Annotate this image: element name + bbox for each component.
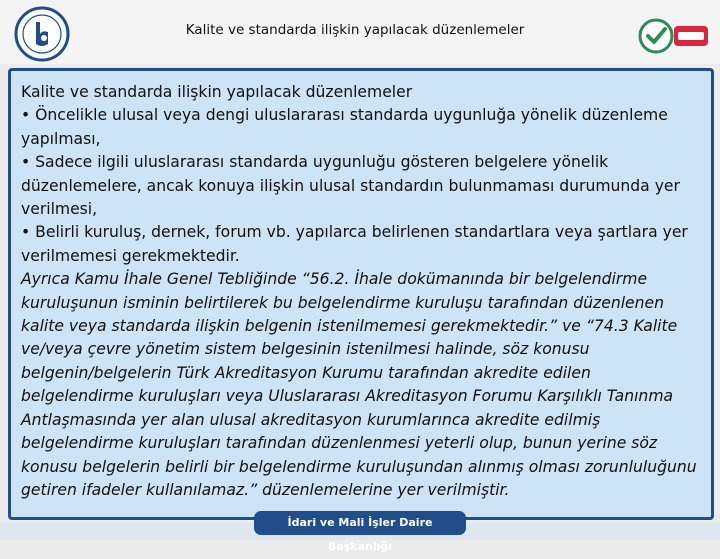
bullet-item: • Belirli kuruluş, dernek, forum vb. yapılarca belirlenen standartlara veya şartlara yer verilmemesi gerekmektedir.: [21, 223, 688, 265]
covid-19-badge-icon: [638, 16, 712, 56]
content-text: [21, 81, 701, 502]
university-emblem-icon: [14, 6, 70, 62]
content-title: Kalite ve standarda ilişkin yapılacak düzenlemeler: [21, 83, 413, 101]
footer-label: İdari ve Mali İşler Daire Başkanlığı: [254, 511, 466, 535]
bullet-item: • Öncelikle ulusal veya dengi uluslararası standarda uygunluğa yönelik düzenleme yapılması,: [21, 106, 668, 148]
italic-paragraph: Ayrıca Kamu İhale Genel Tebliğinde “56.2. İhale dokümanında bir belgelendirme kuruluşunun isminin belirtilerek bu belgelendirme kuruluşu tarafından düzenlenen kalite veya standarda ilişkin belgenin istenilmemesi gerekmektedir.” ve “74.3 Kalite ve/veya çevre yönetim sistem belgesinin istenilmesi halinde, söz konusu belgenin/belgelerin Türk Akreditasyon Kurumu tarafından akredite edilen belgelendirme kuruluşları veya Uluslararası Akreditasyon Forumu Karşılıklı Tanınma Antlaşmasında yer alan ulusal akreditasyon kurumlarınca akredite edilmiş belgelendirme kuruluşları tarafından düzenlenmesi yeterli olup, bunun yerine söz konusu belgelerin belirli bir belgelendirme kuruluşundan alınmış olması zorunluluğunu getiren ifadeler kullanılamaz.” düzenlemelerine yer verilmiştir.: [21, 270, 697, 499]
header-bar: [0, 0, 720, 64]
content-panel: [8, 68, 714, 520]
page-title: Kalite ve standarda ilişkin yapılacak düzenlemeler: [185, 22, 525, 38]
bullet-item: • Sadece ilgili uluslararası standarda uygunluğu gösteren belgelere yönelik düzenlemelere, ancak konuya ilişkin ulusal standardın bulunmaması durumunda yer verilmesi,: [21, 153, 680, 219]
